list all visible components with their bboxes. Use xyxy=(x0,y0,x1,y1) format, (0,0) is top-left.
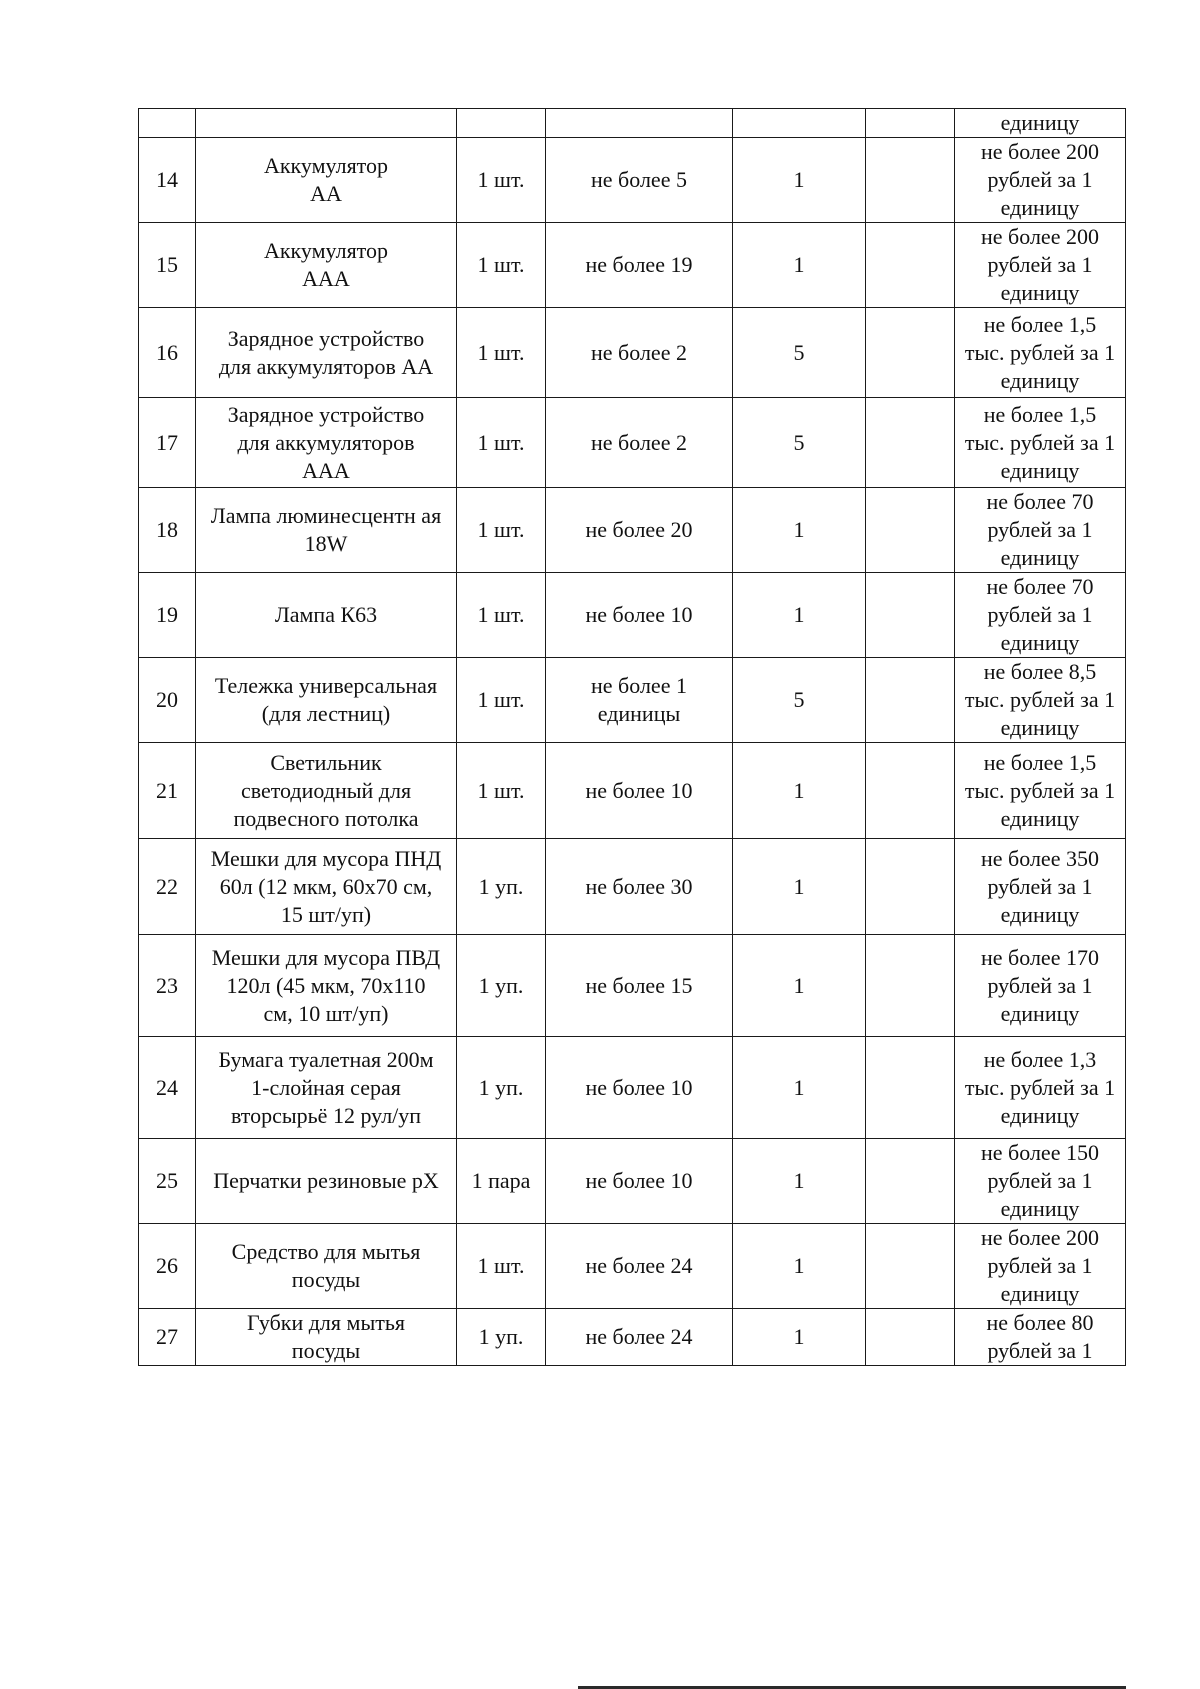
cell-price-limit: не более 170 рублей за 1 единицу xyxy=(955,935,1126,1037)
cell-empty xyxy=(866,1224,955,1309)
cell-per-person: 1 xyxy=(733,1037,866,1139)
table-row xyxy=(139,398,1126,488)
cell-price-limit: не более 70 рублей за 1 единицу xyxy=(955,488,1126,573)
cell-quantity: не более 20 xyxy=(546,488,733,573)
table-row xyxy=(139,935,1126,1037)
cell-number: 15 xyxy=(139,223,196,308)
cell-empty xyxy=(866,935,955,1037)
cell-price-limit: не более 1,5 тыс. рублей за 1 единицу xyxy=(955,743,1126,839)
cell-quantity: не более 15 xyxy=(546,935,733,1037)
cell-per-person: 1 xyxy=(733,138,866,223)
cell-price-limit: не более 1,5 тыс. рублей за 1 единицу xyxy=(955,308,1126,398)
cell-empty xyxy=(866,223,955,308)
cell-number: 26 xyxy=(139,1224,196,1309)
cell-unit: 1 уп. xyxy=(457,1309,546,1366)
cell-quantity: не более 10 xyxy=(546,1139,733,1224)
cell-per-person: 1 xyxy=(733,1139,866,1224)
cell-quantity xyxy=(546,109,733,138)
cell-price-limit: не более 80 рублей за 1 xyxy=(955,1309,1126,1366)
cell-item-name: Перчатки резиновые рХ xyxy=(196,1139,457,1224)
cell-number: 18 xyxy=(139,488,196,573)
table-row xyxy=(139,138,1126,223)
cell-number: 22 xyxy=(139,839,196,935)
cell-empty xyxy=(866,573,955,658)
cell-item-name xyxy=(196,109,457,138)
cell-per-person: 1 xyxy=(733,1309,866,1366)
procurement-table-body xyxy=(139,109,1126,1366)
procurement-table xyxy=(138,108,1126,1366)
cell-empty xyxy=(866,308,955,398)
cell-price-limit: не более 350 рублей за 1 единицу xyxy=(955,839,1126,935)
cell-item-name: Бумага туалетная 200м 1-слойная серая вторсырьё 12 рул/уп xyxy=(196,1037,457,1139)
cell-empty xyxy=(866,398,955,488)
cell-unit xyxy=(457,109,546,138)
cell-item-name: Мешки для мусора ПВД 120л (45 мкм, 70х110 см, 10 шт/уп) xyxy=(196,935,457,1037)
cell-item-name: Лампа люминесцентн ая 18W xyxy=(196,488,457,573)
cell-unit: 1 шт. xyxy=(457,223,546,308)
cell-unit: 1 шт. xyxy=(457,658,546,743)
cell-unit: 1 шт. xyxy=(457,743,546,839)
cell-quantity: не более 2 xyxy=(546,398,733,488)
cell-unit: 1 уп. xyxy=(457,935,546,1037)
cell-quantity: не более 19 xyxy=(546,223,733,308)
cell-number: 25 xyxy=(139,1139,196,1224)
cell-unit: 1 шт. xyxy=(457,308,546,398)
cell-empty xyxy=(866,488,955,573)
cell-price-limit: не более 8,5 тыс. рублей за 1 единицу xyxy=(955,658,1126,743)
cell-number: 20 xyxy=(139,658,196,743)
cell-per-person: 5 xyxy=(733,658,866,743)
cell-quantity: не более 1 единицы xyxy=(546,658,733,743)
table-row xyxy=(139,488,1126,573)
cell-per-person: 1 xyxy=(733,488,866,573)
cell-number: 16 xyxy=(139,308,196,398)
cell-item-name: Губки для мытья посуды xyxy=(196,1309,457,1366)
cell-empty xyxy=(866,1309,955,1366)
cell-per-person: 1 xyxy=(733,743,866,839)
cell-item-name: Средство для мытья посуды xyxy=(196,1224,457,1309)
table-row xyxy=(139,1224,1126,1309)
table-row xyxy=(139,743,1126,839)
cell-number: 24 xyxy=(139,1037,196,1139)
cell-price-limit: не более 70 рублей за 1 единицу xyxy=(955,573,1126,658)
cell-quantity: не более 2 xyxy=(546,308,733,398)
cell-quantity: не более 10 xyxy=(546,1037,733,1139)
cell-item-name: Светильник светодиодный для подвесного потолка xyxy=(196,743,457,839)
cell-per-person: 1 xyxy=(733,223,866,308)
table-row xyxy=(139,573,1126,658)
cell-empty xyxy=(866,109,955,138)
table-row xyxy=(139,1037,1126,1139)
cell-number: 23 xyxy=(139,935,196,1037)
cell-item-name: Мешки для мусора ПНД 60л (12 мкм, 60х70 см, 15 шт/уп) xyxy=(196,839,457,935)
cell-unit: 1 уп. xyxy=(457,1037,546,1139)
table-row xyxy=(139,1309,1126,1366)
table-row xyxy=(139,1139,1126,1224)
cell-unit: 1 шт. xyxy=(457,138,546,223)
cell-quantity: не более 24 xyxy=(546,1224,733,1309)
cell-item-name: Аккумулятор ААА xyxy=(196,223,457,308)
cell-per-person: 1 xyxy=(733,839,866,935)
cell-number: 17 xyxy=(139,398,196,488)
cell-price-limit: не более 150 рублей за 1 единицу xyxy=(955,1139,1126,1224)
cell-empty xyxy=(866,1139,955,1224)
cell-per-person xyxy=(733,109,866,138)
cell-price-limit: не более 200 рублей за 1 единицу xyxy=(955,1224,1126,1309)
cell-unit: 1 пара xyxy=(457,1139,546,1224)
cell-number xyxy=(139,109,196,138)
table-row-continued xyxy=(139,109,1126,138)
cell-quantity: не более 10 xyxy=(546,573,733,658)
cell-per-person: 1 xyxy=(733,1224,866,1309)
table-row xyxy=(139,223,1126,308)
cell-unit: 1 шт. xyxy=(457,1224,546,1309)
table-row xyxy=(139,839,1126,935)
cell-price-limit: не более 1,3 тыс. рублей за 1 единицу xyxy=(955,1037,1126,1139)
cell-empty xyxy=(866,743,955,839)
cell-item-name: Лампа К63 xyxy=(196,573,457,658)
cell-empty xyxy=(866,1037,955,1139)
cell-number: 19 xyxy=(139,573,196,658)
cell-quantity: не более 5 xyxy=(546,138,733,223)
cell-item-name: Зарядное устройство для аккумуляторов АА xyxy=(196,308,457,398)
cell-price-limit: не более 200 рублей за 1 единицу xyxy=(955,223,1126,308)
cell-unit: 1 шт. xyxy=(457,488,546,573)
cell-price-limit: единицу xyxy=(955,109,1126,138)
cell-item-name: Аккумулятор АА xyxy=(196,138,457,223)
cell-number: 21 xyxy=(139,743,196,839)
cell-item-name: Зарядное устройство для аккумуляторов ААА xyxy=(196,398,457,488)
cell-unit: 1 шт. xyxy=(457,573,546,658)
cell-quantity: не более 10 xyxy=(546,743,733,839)
cell-number: 14 xyxy=(139,138,196,223)
table-row xyxy=(139,308,1126,398)
cell-per-person: 1 xyxy=(733,935,866,1037)
cell-quantity: не более 30 xyxy=(546,839,733,935)
cell-unit: 1 шт. xyxy=(457,398,546,488)
cell-per-person: 5 xyxy=(733,308,866,398)
cell-price-limit: не более 200 рублей за 1 единицу xyxy=(955,138,1126,223)
cell-quantity: не более 24 xyxy=(546,1309,733,1366)
cell-empty xyxy=(866,839,955,935)
cell-unit: 1 уп. xyxy=(457,839,546,935)
cell-empty xyxy=(866,138,955,223)
cell-price-limit: не более 1,5 тыс. рублей за 1 единицу xyxy=(955,398,1126,488)
table-row xyxy=(139,658,1126,743)
cell-number: 27 xyxy=(139,1309,196,1366)
cell-per-person: 1 xyxy=(733,573,866,658)
cell-empty xyxy=(866,658,955,743)
cell-per-person: 5 xyxy=(733,398,866,488)
cell-item-name: Тележка универсальная (для лестниц) xyxy=(196,658,457,743)
